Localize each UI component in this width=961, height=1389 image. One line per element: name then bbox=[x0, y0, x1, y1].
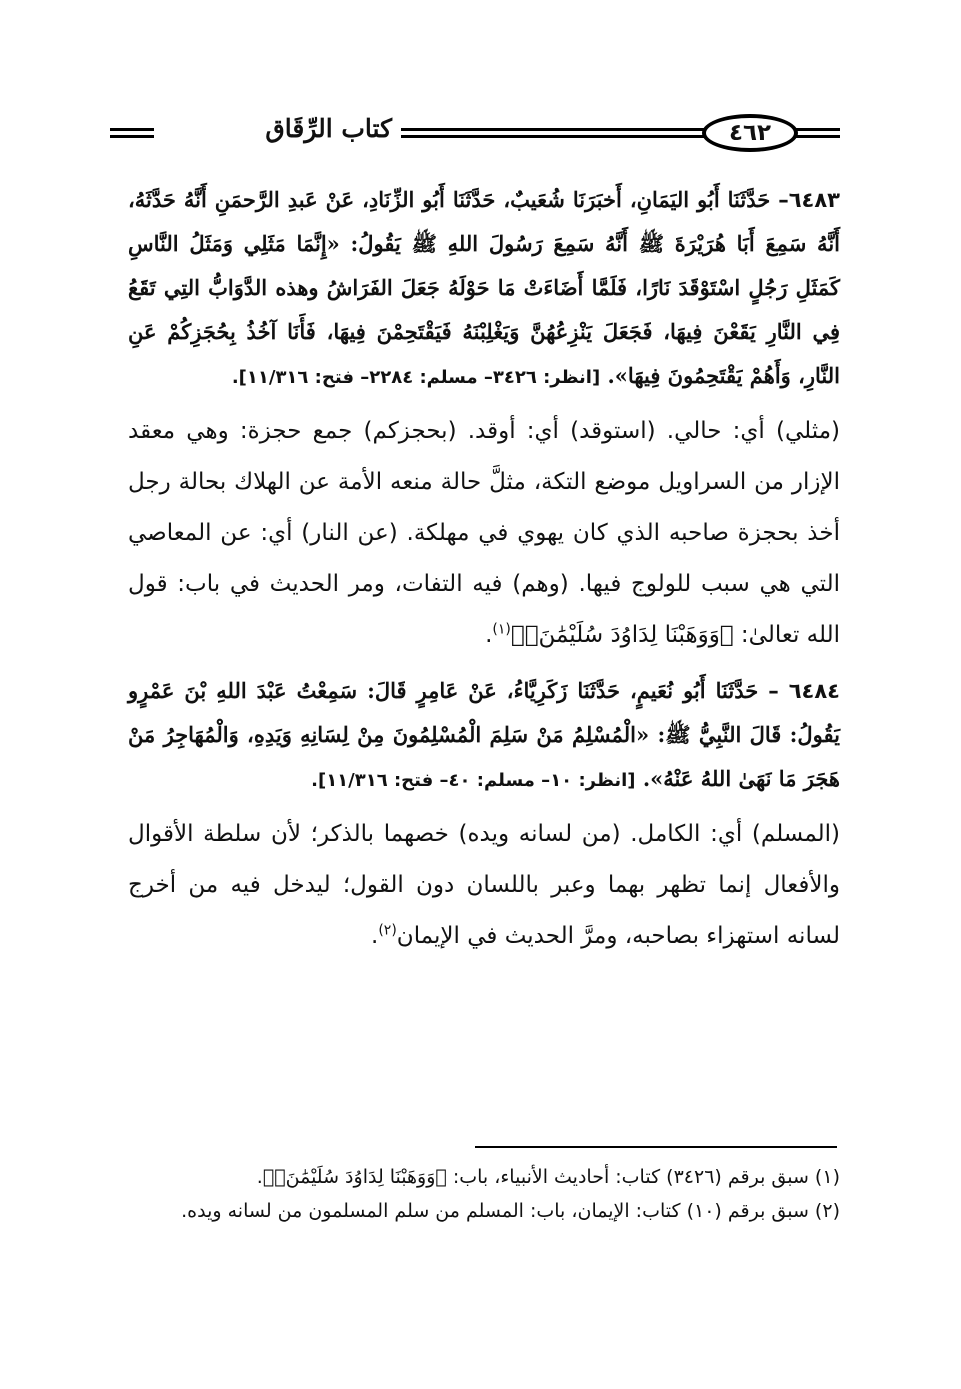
header-rule-left bbox=[110, 128, 154, 138]
commentary-text: (المسلم) أي: الكامل. (من لسانه ويده) خصهما بالذكر؛ لأن سلطة الأقوال والأفعال إنما تظهر بهما وعبر باللسان دون القول؛ ليدخل فيه من أخرج لسانه استهزاء بصاحبه، ومرَّ الحديث في الإيمان bbox=[128, 821, 840, 949]
header-rule-right bbox=[796, 128, 840, 138]
footnote-item: (٢) سبق برقم (١٠) كتاب: الإيمان، باب: المسلم من سلم المسلمون من لسانه ويده. bbox=[181, 1200, 840, 1222]
hadith-text: حَدَّثَنَا أَبُو اليَمَانِ، أَخبَرَنَا شُعَيبٌ، حَدَّثَنَا أَبُو الزِّنَادِ، عَنْ عَبدِ الرَّحمَنِ أَنَّهُ حَدَّثَهُ، أَنَّهُ سَمِعَ أَبَا هُرَيْرَةَ ﷺ أَنَّهُ سَمِعَ رَسُولَ اللهِ ﷺ يَقُولُ: «إِنَّمَا مَثَلِي وَمَثَلُ النَّاسِ كَمَثَلِ رَجُلٍ اسْتَوْقَدَ نَارًا، فَلَمَّا أَضَاءَتْ مَا حَوْلَهُ جَعَلَ الفَرَاشُ وهذه الدَّوَابُّ التِي تَقَعُ فِي النَّارِ يَقَعْنَ فِيهَا، فَجَعَلَ يَنْزِعُهُنَّ وَيَغْلِبْنَهُ فَيَقْتَحِمْنَ فِيهَا، فَأَنَا آخُذُ بِحُجَزِكُمْ عَنِ النَّارِ، وَأَهُمْ يَقْتَحِمُونَ فِيهَا». bbox=[128, 187, 840, 388]
commentary-text: (مثلي) أي: حالي. (استوقد) أي: أوقد. (بحجزكم) جمع حجزة: وهي معقد الإزار من السراويل موضع التكة، مثلَّ حالة منعه الأمة عن الهلاك بحالة رجل أخذ بحجزة صاحبه الذي كان يهوي في مهلكة. (عن النار) أي: عن المعاصي التي هي سبب للولوج فيها. (وهم) فيه التفات، ومر الحديث في باب: قول الله تعالىٰ: ﴿وَوَهَبْنَا لِدَاوُدَ سُلَيْمَٰنَۚ﴾ bbox=[128, 418, 840, 648]
page-body bbox=[128, 178, 840, 962]
footnote-item: (١) سبق برقم (٣٤٢٦) كتاب: أحاديث الأنبياء، باب: ﴿وَوَهَبْنَا لِدَاوُدَ سُلَيْمَٰنَۚ﴾. bbox=[256, 1166, 840, 1188]
header-rule-middle bbox=[401, 128, 706, 138]
page-header bbox=[110, 112, 840, 156]
commentary-tail: . bbox=[485, 622, 493, 648]
commentary-tail: . bbox=[371, 923, 379, 949]
page-number: ٤٦٢ bbox=[702, 114, 798, 152]
hadith-6483 bbox=[128, 178, 840, 400]
commentary-paragraph bbox=[128, 406, 840, 661]
book-title: كتاب الرِّقَاق bbox=[265, 114, 392, 143]
hadith-number: ٦٤٨٤ – bbox=[768, 679, 841, 703]
hadith-reference: [انظر: ٣٤٢٦– مسلم: ٢٢٨٤– فتح: ١١/٣١٦]. bbox=[231, 367, 601, 388]
hadith-6484 bbox=[128, 669, 840, 803]
hadith-number: ٦٤٨٣– bbox=[778, 188, 841, 212]
hadith-reference: [انظر: ١٠– مسلم: ٤٠– فتح: ١١/٣١٦]. bbox=[311, 770, 636, 791]
footnote-marker: (١) bbox=[492, 621, 511, 638]
footnotes bbox=[124, 1160, 840, 1228]
footnote-marker: (٢) bbox=[378, 922, 397, 939]
footnote-separator bbox=[475, 1146, 837, 1148]
commentary-paragraph bbox=[128, 809, 840, 962]
hadith-text: حَدَّثَنَا أَبُو نُعَيمٍ، حَدَّثَنَا زَكَرِيَّاءُ، عَنْ عَامِرٍ قَالَ: سَمِعْتُ عَبْدَ اللهِ بْنَ عَمْرٍو يَقُولُ: قَالَ النَّبِيُّ ﷺ: «الْمُسْلِمُ مَنْ سَلِمَ الْمُسْلِمُونَ مِنْ لِسَانِهِ وَيَدِهِ، وَالْمُهَاجِرُ مَنْ هَجَرَ مَا نَهَىٰ اللهُ عَنْهُ». bbox=[128, 678, 840, 791]
